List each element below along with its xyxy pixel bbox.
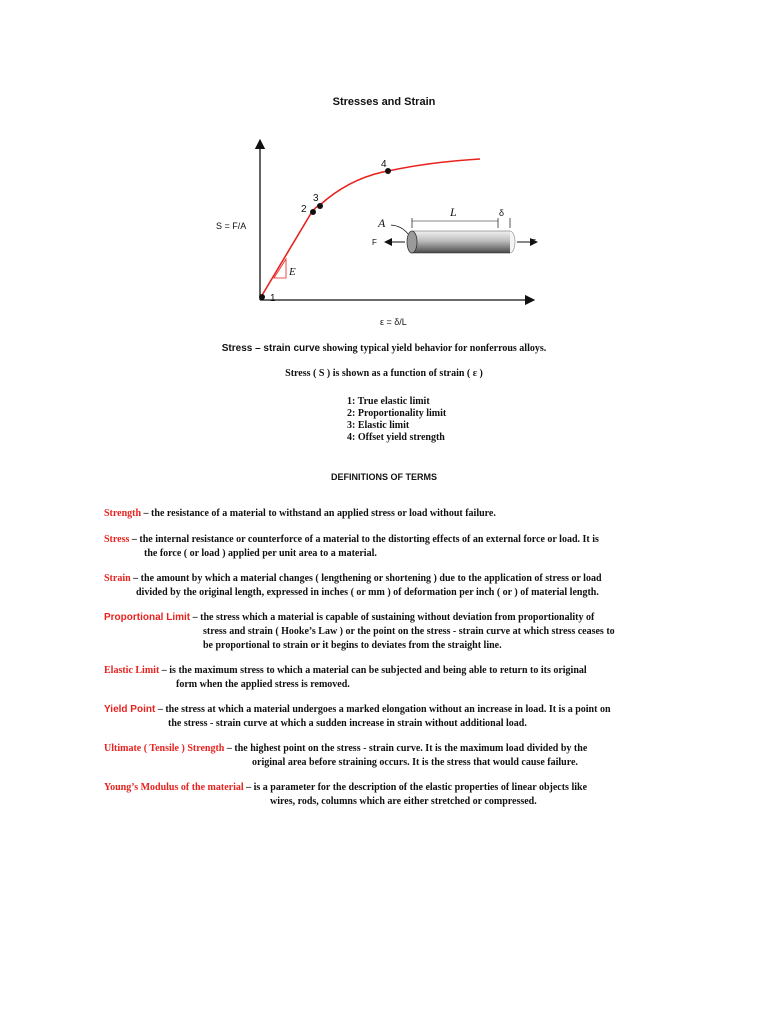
area-label: A [378,216,386,230]
term-name: Young’s Modulus of the material [104,782,244,793]
length-label: L [450,205,457,219]
term-name: Ultimate ( Tensile ) Strength [104,743,225,754]
term-text: – the highest point on the stress - strain curve. It is the maximum load divided by the [224,743,588,754]
point-2-marker [310,209,316,215]
elongation-label: δ [499,208,505,218]
modulus-triangle [274,259,286,278]
legend-item-4: 4: Offset yield strength [347,432,445,443]
term-name: Strength [104,508,142,519]
term-text-cont: divided by the original length, expressed in inches ( or mm ) of deformation per inch ( or ) of material length. [136,587,599,598]
term-name: Yield Point [104,704,156,715]
term-text: – the amount by which a material changes ( lengthening or shortening ) due to the application of stress or load [130,573,602,584]
term-text-cont: the force ( or load ) applied per unit area to a material. [144,548,377,559]
definition-youngs-modulus [104,781,664,809]
point-1-marker [259,294,265,300]
term-text: – is the maximum stress to which a material can be subjected and being able to return to its original [159,665,587,676]
term-text-cont: original area before straining occurs. It is the stress that would cause failure. [252,757,578,768]
force-right-label: F [531,238,536,247]
term-text-cont: be proportional to strain or it begins to deviates from the straight line. [203,640,502,651]
page-title: Stresses and Strain [332,96,436,108]
term-name: Stress [104,534,130,545]
figure-caption-line2: Stress ( S ) is shown as a function of strain ( ε ) [285,368,483,379]
force-left-label: F [372,238,377,247]
term-text: – the internal resistance or counterforce of a material to the distorting effects of an external force or load. It is [129,534,599,545]
definition-strength [104,507,664,521]
definition-elastic-limit [104,664,664,692]
term-text: – the resistance of a material to withstand an applied stress or load without failure. [141,508,496,519]
term-name: Strain [104,573,131,584]
legend-item-3: 3: Elastic limit [347,420,410,431]
point-4-label: 4 [381,159,387,170]
term-text-cont: stress and strain ( Hooke’s Law ) or the point on the stress - strain curve at which stress ceases to [203,626,615,637]
term-text-cont: the stress - strain curve at which a sudden increase in strain without additional load. [168,718,527,729]
term-name: Elastic Limit [104,665,160,676]
definition-strain [104,572,664,600]
legend-item-2: 2: Proportionality limit [347,408,447,419]
modulus-label: E [289,266,296,278]
point-1-label: 1 [270,293,276,304]
legend-item-1: 1: True elastic limit [347,396,430,407]
tensile-bar [407,231,515,253]
definitions-heading: DEFINITIONS OF TERMS [330,472,437,482]
term-text-cont: wires, rods, columns which are either stretched or compressed. [270,796,537,807]
y-axis-label: S = F/A [216,221,247,231]
point-3-label: 3 [313,193,319,204]
definition-yield-point [104,703,664,731]
figure-caption [0,343,768,354]
term-name: Proportional Limit [104,612,191,623]
term-text: – is a parameter for the description of the elastic properties of linear objects like [243,782,588,793]
term-text-cont: form when the applied stress is removed. [176,679,350,690]
term-text: – the stress which a material is capable of sustaining without deviation from proportionality of [190,612,595,623]
definition-ultimate-strength [104,742,664,770]
definition-proportional-limit [104,611,664,653]
point-legend [347,396,446,444]
caption-rest: showing typical yield behavior for nonferrous alloys. [320,343,547,354]
x-axis-label: ε = δ/L [380,317,407,327]
stress-strain-diagram [200,138,540,338]
point-2-label: 2 [301,204,307,215]
term-text: – the stress at which a material undergoes a marked elongation without an increase in load. It is a point on [155,704,611,715]
definition-stress [104,533,664,561]
caption-bold: Stress – strain curve [221,343,321,354]
